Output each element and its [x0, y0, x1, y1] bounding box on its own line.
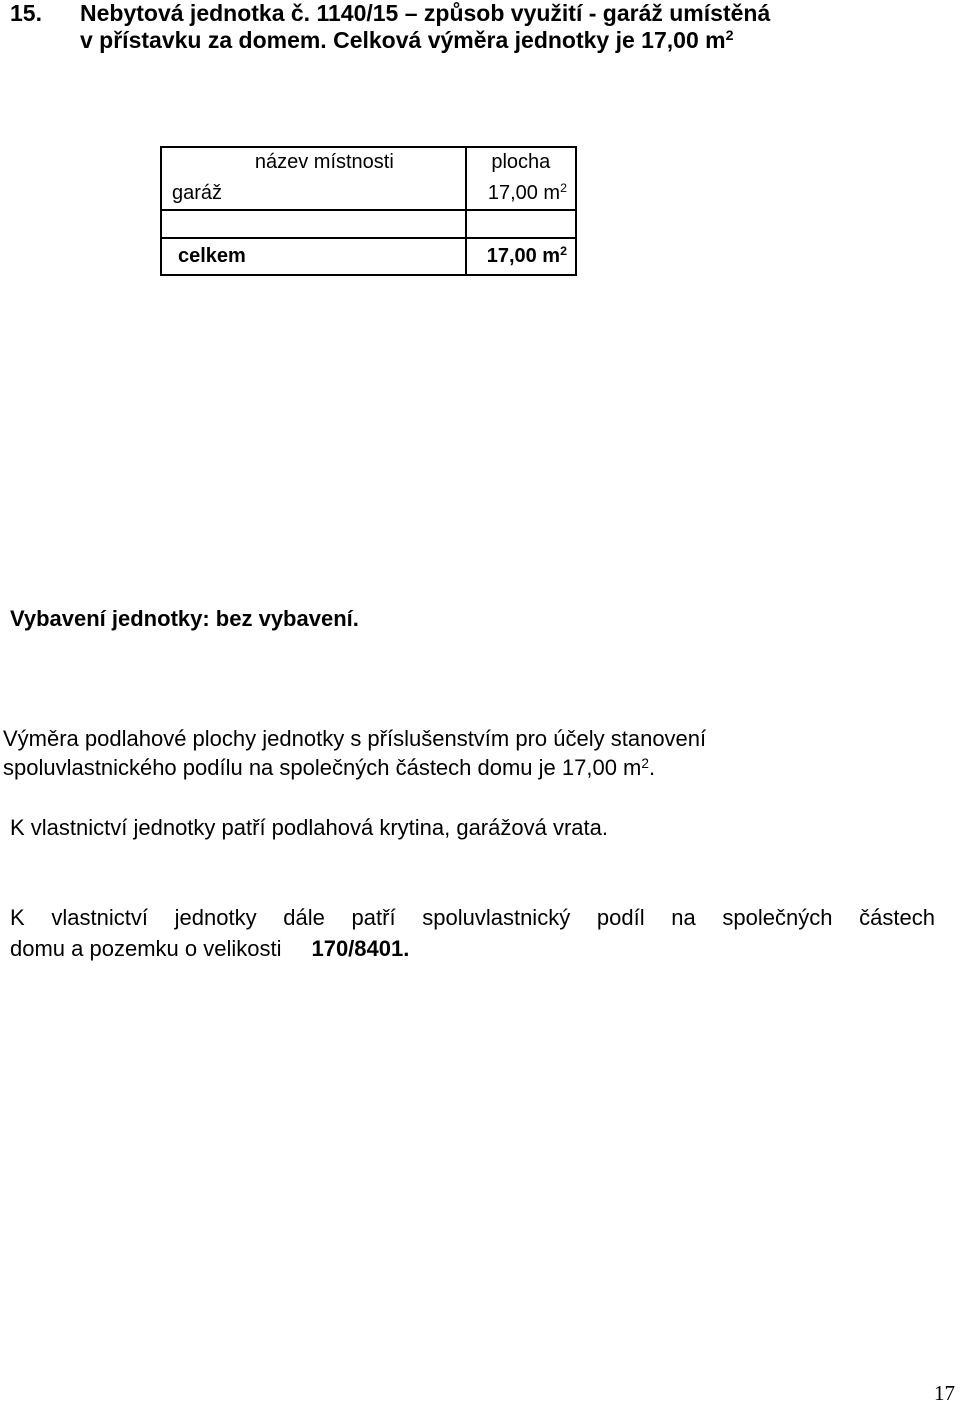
share-paragraph-line1: K vlastnictví jednotky dále patří spoluvlastnický podíl na společných částech	[10, 905, 935, 930]
superscript: 2	[725, 28, 734, 45]
empty-cell	[466, 210, 576, 238]
header-area: plocha	[466, 147, 576, 177]
table-total-row	[161, 238, 576, 275]
share-paragraph	[10, 902, 935, 964]
table-header-row	[161, 147, 576, 177]
equipment-statement: Vybavení jednotky: bez vybavení.	[10, 606, 359, 631]
room-area	[466, 177, 576, 210]
ownership-statement: K vlastnictví jednotky patří podlahová krytina, garážová vrata.	[10, 815, 608, 840]
share-value: 170/8401.	[311, 936, 410, 961]
total-area-value: 17,00 m	[486, 245, 561, 267]
share-paragraph-line2	[10, 933, 935, 964]
superscript: 2	[560, 244, 567, 259]
room-area-value: 17,00 m	[487, 181, 561, 204]
empty-cell	[161, 210, 466, 238]
superscript: 2	[560, 180, 567, 195]
section-total-area: v přístavku za domem. Celková výměra jednotky je 17,00 m	[80, 27, 726, 53]
superscript: 2	[641, 755, 649, 771]
area-paragraph-text: spoluvlastnického podílu na společných částech domu je 17,00 m	[3, 755, 642, 780]
room-table	[160, 146, 577, 276]
area-paragraph-line1: Výměra podlahové plochy jednotky s příslušenstvím pro účely stanovení	[3, 726, 707, 751]
table-empty-row	[161, 210, 576, 238]
area-paragraph-line2	[3, 755, 655, 781]
header-room-name: název místnosti	[161, 147, 466, 177]
section-title: Nebytová jednotka č. 1140/15 – způsob využití - garáž umístěná	[80, 0, 771, 26]
table-row	[161, 177, 576, 210]
section-number: 15.	[10, 0, 42, 26]
total-area	[466, 238, 576, 275]
page-number: 17	[934, 1381, 955, 1405]
total-label: celkem	[161, 238, 466, 275]
period: .	[648, 755, 656, 780]
room-name: garáž	[161, 177, 466, 210]
share-paragraph-text: domu a pozemku o velikosti	[10, 936, 282, 961]
section-heading	[10, 0, 770, 27]
section-heading-line2	[80, 27, 734, 54]
